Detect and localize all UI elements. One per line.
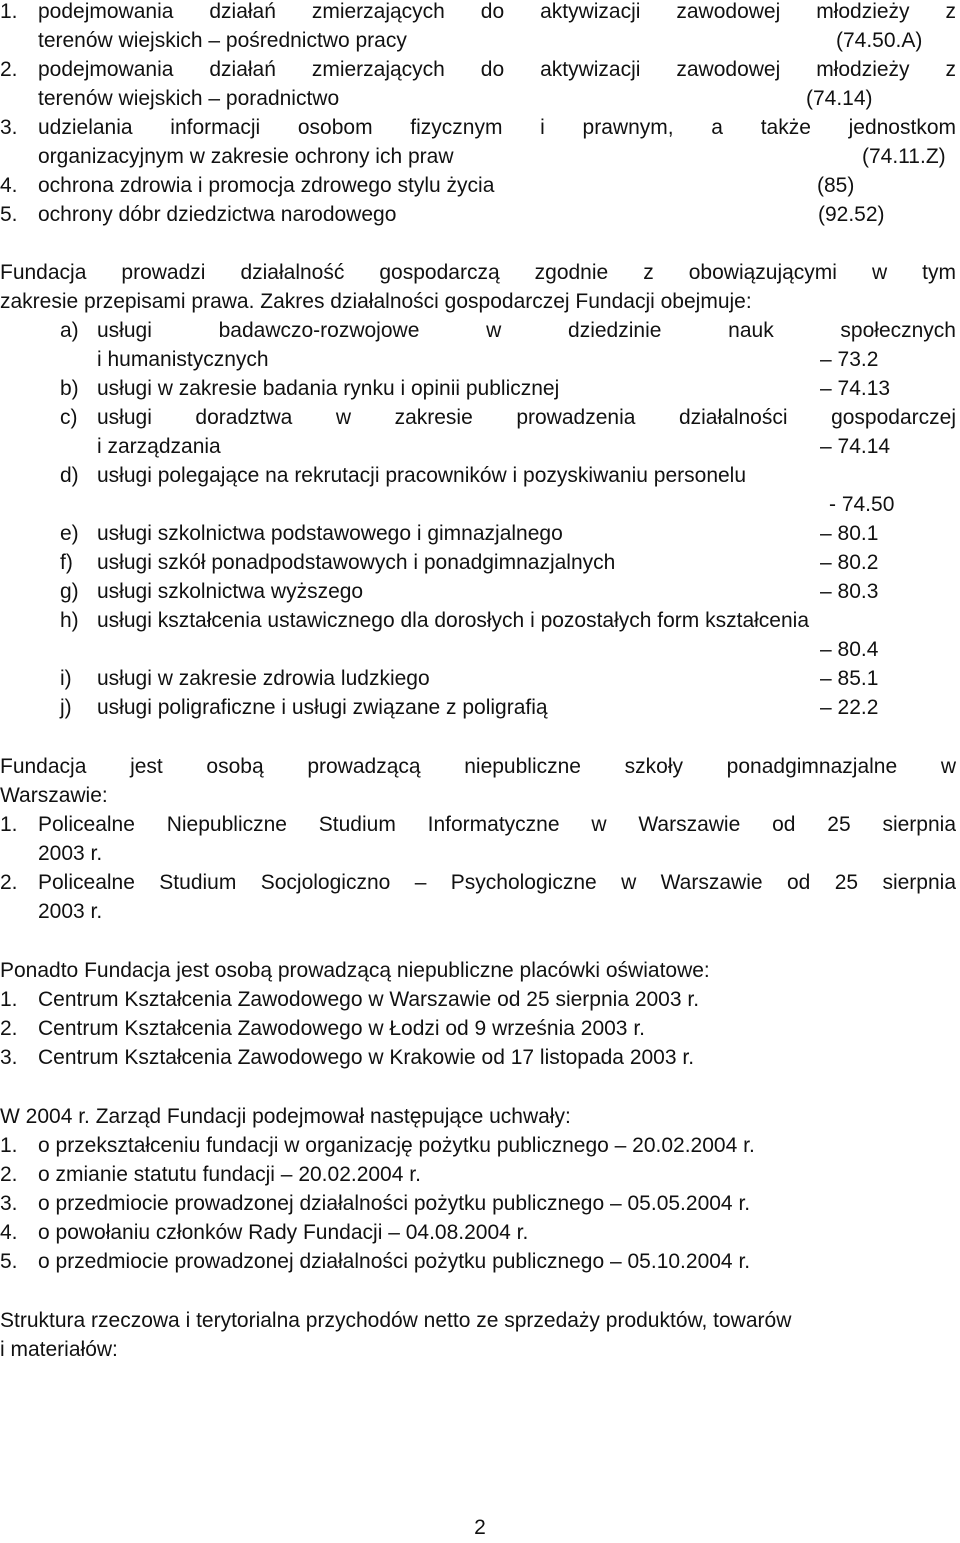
list-item [0, 868, 956, 897]
list-item [0, 664, 956, 693]
activity-code-value: 22.2 [837, 696, 879, 719]
activity-code: – 80.1 [820, 522, 879, 545]
paragraph-line: W 2004 r. Zarząd Fundacji podejmował następujące uchwały: [0, 1105, 571, 1128]
list-item [0, 577, 956, 606]
list-text: usługi doradztwa w zakresie prowadzenia działalności gospodarczej [97, 406, 956, 429]
list-item [0, 548, 956, 577]
list-letter: e) [60, 522, 79, 545]
list-item [0, 1218, 956, 1247]
list-text: organizacyjnym w zakresie ochrony ich praw [38, 145, 454, 168]
activity-code-value: 80.1 [837, 522, 879, 545]
list-item [0, 113, 956, 142]
list-item [0, 519, 956, 548]
list-text: ochrony dóbr dziedzictwa narodowego [38, 203, 397, 226]
activity-code: (92.52) [818, 203, 885, 226]
list-item-continuation [0, 84, 956, 113]
list-text: o przedmiocie prowadzonej działalności pożytku publicznego – 05.10.2004 r. [38, 1250, 751, 1273]
activity-code: – 85.1 [820, 667, 879, 690]
list-text: terenów wiejskich – pośrednictwo pracy [38, 29, 407, 52]
list-number: 3. [0, 1046, 18, 1069]
activity-code-value: 73.2 [837, 348, 879, 371]
list-letter: c) [60, 406, 78, 429]
list-item [0, 1043, 956, 1072]
list-item [0, 810, 956, 839]
list-text: Policealne Studium Socjologiczno – Psychologiczne w Warszawie od 25 sierpnia [38, 871, 956, 894]
list-text: usługi szkolnictwa podstawowego i gimnazjalnego [97, 522, 563, 545]
paragraph-line: Fundacja jest osobą prowadzącą niepubliczne szkoły ponadgimnazjalne w [0, 755, 956, 778]
list-text: Centrum Kształcenia Zawodowego w Łodzi od 9 września 2003 r. [38, 1017, 645, 1040]
list-number: 2. [0, 871, 18, 894]
list-item [0, 1189, 956, 1218]
list-item [0, 403, 956, 432]
list-item [0, 1247, 956, 1276]
list-number: 1. [0, 0, 18, 23]
list-number: 2. [0, 1163, 18, 1186]
list-number: 2. [0, 1017, 18, 1040]
list-text: usługi poligraficzne i usługi związane z poligrafią [97, 696, 548, 719]
list-item [0, 200, 956, 229]
list-number: 1. [0, 813, 18, 836]
list-item [0, 606, 956, 635]
activity-code-value: 74.13 [837, 377, 891, 400]
activity-code-value: 85.1 [837, 667, 879, 690]
list-number: 4. [0, 1221, 18, 1244]
list-item [0, 1131, 956, 1160]
list-letter: g) [60, 580, 79, 603]
list-number: 1. [0, 1134, 18, 1157]
list-item [0, 1014, 956, 1043]
list-text: o zmianie statutu fundacji – 20.02.2004 r. [38, 1163, 421, 1186]
activity-code: – 74.13 [820, 377, 891, 400]
list-text: Centrum Kształcenia Zawodowego w Warszawie od 25 sierpnia 2003 r. [38, 988, 700, 1011]
list-item-continuation [0, 897, 956, 926]
list-item-continuation [0, 490, 956, 519]
list-text: udzielania informacji osobom fizycznym i prawnym, a także jednostkom [38, 116, 956, 139]
paragraph-line: Ponadto Fundacja jest osobą prowadzącą niepubliczne placówki oświatowe: [0, 959, 710, 982]
activity-code: (85) [817, 174, 855, 197]
list-text: usługi szkolnictwa wyższego [97, 580, 364, 603]
list-letter: b) [60, 377, 79, 400]
list-text: usługi szkół ponadpodstawowych i ponadgimnazjalnych [97, 551, 616, 574]
list-item [0, 1160, 956, 1189]
list-item [0, 0, 956, 26]
list-number: 2. [0, 58, 18, 81]
list-text: usługi polegające na rekrutacji pracowników i pozyskiwaniu personelu [97, 464, 747, 487]
list-text: usługi badawczo-rozwojowe w dziedzinie nauk społecznych [97, 319, 956, 342]
list-number: 3. [0, 116, 18, 139]
list-text: usługi kształcenia ustawicznego dla dorosłych i pozostałych form kształcenia [97, 609, 810, 632]
list-text: podejmowania działań zmierzających do aktywizacji zawodowej młodzieży z [38, 58, 956, 81]
list-item-continuation [0, 142, 956, 171]
page-number: 2 [474, 1516, 486, 1539]
list-number: 1. [0, 988, 18, 1011]
list-number: 5. [0, 1250, 18, 1273]
list-text: ochrona zdrowia i promocja zdrowego stylu życia [38, 174, 495, 197]
list-text: o powołaniu członków Rady Fundacji – 04.08.2004 r. [38, 1221, 529, 1244]
list-text: 2003 r. [38, 900, 103, 923]
list-text: terenów wiejskich – poradnictwo [38, 87, 340, 110]
list-item-continuation [0, 432, 956, 461]
activity-code: – 80.2 [820, 551, 879, 574]
activity-code-value: 80.2 [837, 551, 879, 574]
list-text: 2003 r. [38, 842, 103, 865]
list-text: i humanistycznych [97, 348, 269, 371]
activity-code-value: 74.14 [837, 435, 891, 458]
activity-code: (74.50.A) [836, 29, 923, 52]
activity-code-value: 80.4 [837, 638, 879, 661]
list-text: usługi w zakresie badania rynku i opinii publicznej [97, 377, 560, 400]
activity-code: – 73.2 [820, 348, 879, 371]
list-item [0, 374, 956, 403]
paragraph-line: zakresie przepisami prawa. Zakres działalności gospodarczej Fundacji obejmuje: [0, 290, 752, 313]
list-text: podejmowania działań zmierzających do aktywizacji zawodowej młodzieży z [38, 0, 956, 23]
list-number: 3. [0, 1192, 18, 1215]
list-item-continuation [0, 345, 956, 374]
list-letter: a) [60, 319, 79, 342]
list-item [0, 461, 956, 490]
activity-code: – 80.3 [820, 580, 879, 603]
activity-code: (74.11.Z) [862, 145, 946, 168]
list-item [0, 316, 956, 345]
paragraph-line: i materiałów: [0, 1338, 118, 1361]
list-text: o przekształceniu fundacji w organizację pożytku publicznego – 20.02.2004 r. [38, 1134, 755, 1157]
paragraph-line: Fundacja prowadzi działalność gospodarczą zgodnie z obowiązującymi w tym [0, 261, 956, 284]
list-text: Policealne Niepubliczne Studium Informatyczne w Warszawie od 25 sierpnia [38, 813, 956, 836]
activity-code: (74.14) [806, 87, 873, 110]
list-letter: d) [60, 464, 79, 487]
list-number: 4. [0, 174, 18, 197]
list-item-continuation [0, 839, 956, 868]
list-text: i zarządzania [97, 435, 221, 458]
list-letter: f) [60, 551, 73, 574]
list-number: 5. [0, 203, 18, 226]
list-letter: j) [60, 696, 72, 719]
list-text: Centrum Kształcenia Zawodowego w Krakowie od 17 listopada 2003 r. [38, 1046, 695, 1069]
list-item [0, 985, 956, 1014]
activity-code: – 74.14 [820, 435, 891, 458]
activity-code: – 22.2 [820, 696, 879, 719]
activity-code-value: 80.3 [837, 580, 879, 603]
list-item [0, 55, 956, 84]
activity-code: – 80.4 [820, 638, 879, 661]
list-item-continuation [0, 26, 956, 55]
activity-code: - 74.50 [829, 493, 895, 516]
paragraph-line: Struktura rzeczowa i terytorialna przychodów netto ze sprzedaży produktów, towarów [0, 1309, 792, 1332]
list-text: o przedmiocie prowadzonej działalności pożytku publicznego – 05.05.2004 r. [38, 1192, 751, 1215]
paragraph-line: Warszawie: [0, 784, 108, 807]
list-item [0, 171, 956, 200]
list-letter: h) [60, 609, 79, 632]
list-letter: i) [60, 667, 72, 690]
list-item [0, 693, 956, 722]
list-text: usługi w zakresie zdrowia ludzkiego [97, 667, 430, 690]
list-item-continuation [0, 635, 956, 664]
